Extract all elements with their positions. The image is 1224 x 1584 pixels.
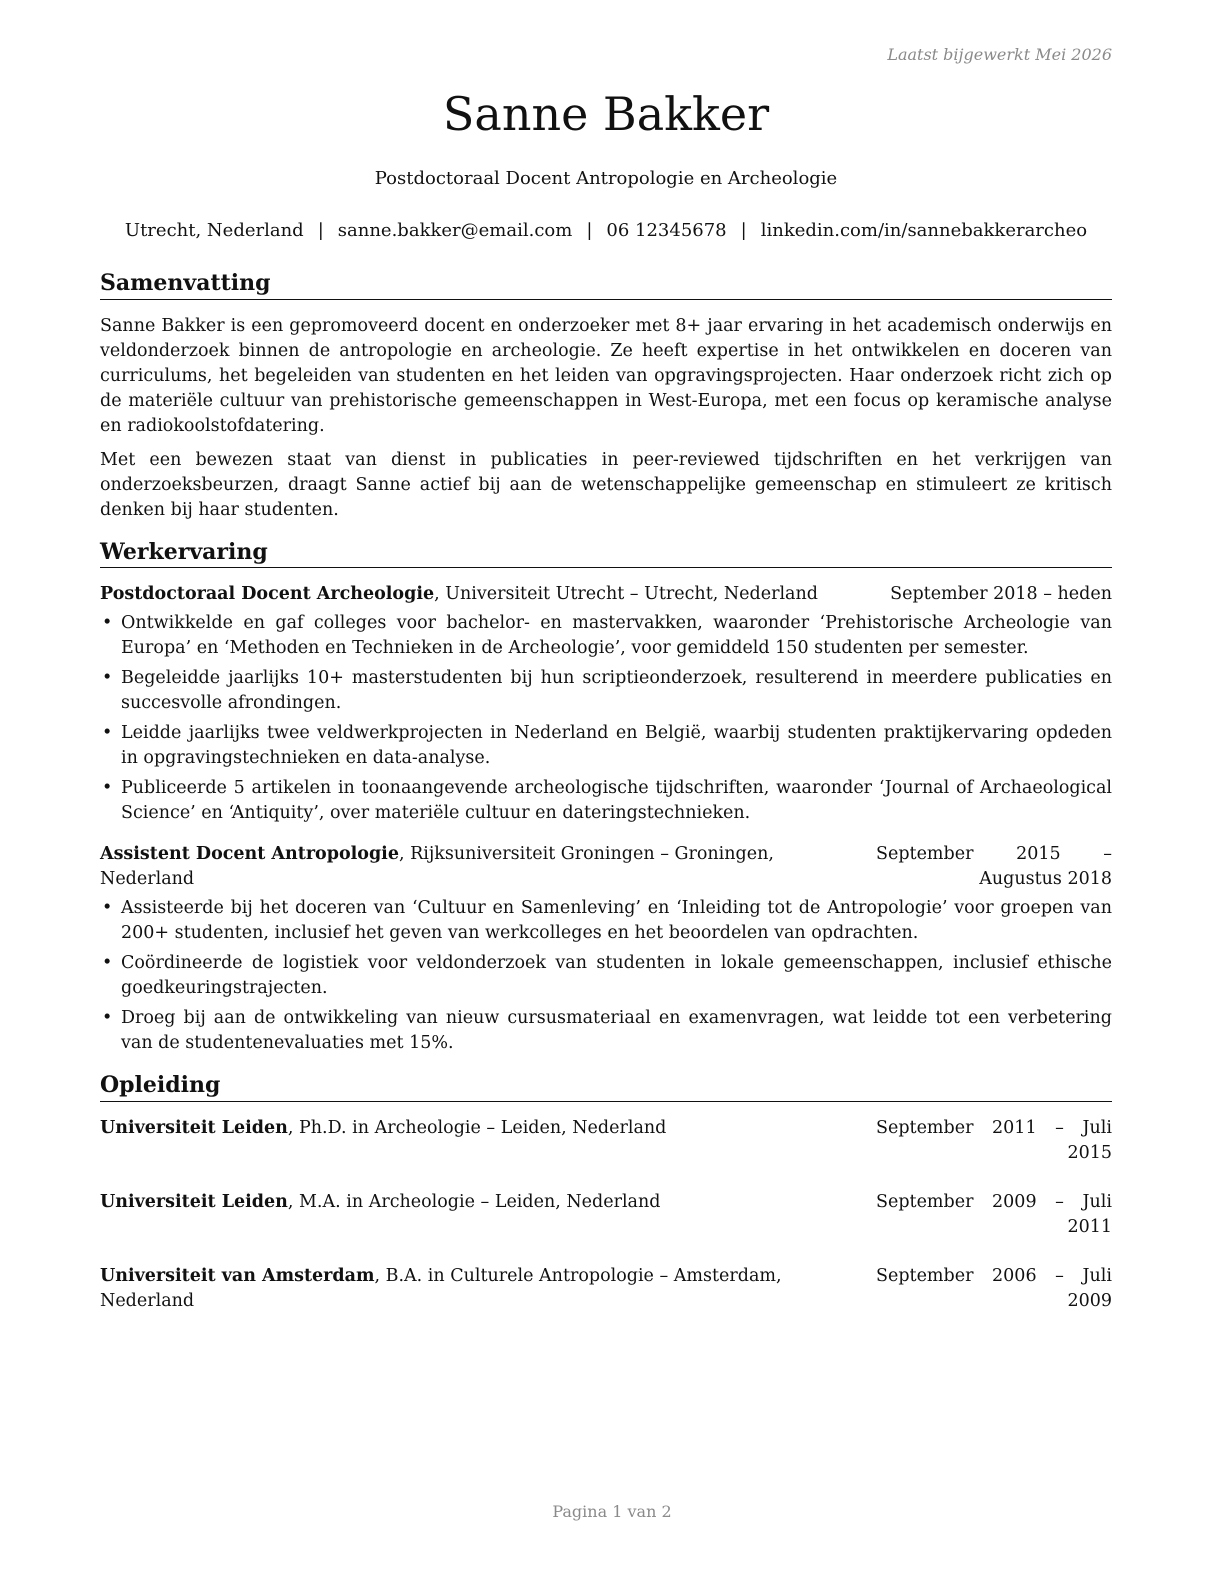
bullet-text: Ontwikkelde en gaf colleges voor bachelor- en mastervakken, waaronder ‘Prehistorische Archeologie van Europa’ en ‘Methoden en Technieken in de Archeologie’, voor gemiddeld 150 studenten per semester. <box>121 613 1112 658</box>
education-institution: Universiteit Leiden <box>100 1117 288 1138</box>
job-dates: September 2015 – Augustus 2018 <box>876 844 1112 889</box>
job-bullets <box>100 611 1112 826</box>
contact-separator: | <box>586 220 593 241</box>
contact-phone[interactable]: 06 12345678 <box>606 220 727 241</box>
bullet-icon: • <box>102 778 113 798</box>
section-heading-summary: Samenvatting <box>100 270 1112 300</box>
education-dates: September 2009 – Juli 2011 <box>876 1191 1112 1237</box>
contact-email[interactable]: sanne.bakker@email.com <box>337 220 573 241</box>
list-item <box>100 776 1112 826</box>
education-dates: September 2006 – Juli 2009 <box>876 1265 1112 1311</box>
bullet-icon: • <box>102 613 113 633</box>
job-organization: , Universiteit Utrecht – Utrecht, Nederland <box>434 584 818 604</box>
summary-section <box>100 270 1112 523</box>
experience-section <box>100 539 1112 1057</box>
job-entry <box>100 582 1112 826</box>
summary-paragraph: Met een bewezen staat van dienst in publicaties in peer-reviewed tijdschriften en het verkrijgen van onderzoeksbeurzen, draagt Sanne actief bij aan de wetenschappelijke gemeenschap en stimuleert ze kritisch denken bij haar studenten. <box>100 449 1112 520</box>
section-heading-experience: Werkervaring <box>100 539 1112 569</box>
list-item <box>100 611 1112 661</box>
education-entry <box>100 1264 1112 1314</box>
education-header <box>100 1190 1112 1240</box>
bullet-text: Assisteerde bij het doceren van ‘Cultuur en Samenleving’ en ‘Inleiding tot de Antropologie’ voor groepen van 200+ studenten, inclusief het geven van werkcolleges en het beoordelen van opdrachten. <box>121 898 1112 943</box>
education-institution: Universiteit Leiden <box>100 1191 288 1212</box>
job-entry <box>100 842 1112 1056</box>
last-updated-note: Laatst bijgewerkt Mei 2026 <box>887 45 1112 64</box>
education-header <box>100 1116 1112 1166</box>
job-dates: September 2018 – heden <box>890 584 1112 604</box>
contact-separator: | <box>317 220 324 241</box>
bullet-icon: • <box>102 723 113 743</box>
job-role: Postdoctoraal Docent Archeologie <box>100 584 435 604</box>
contact-line <box>100 220 1112 241</box>
education-dates: September 2011 – Juli 2015 <box>876 1117 1112 1163</box>
contact-linkedin[interactable]: linkedin.com/in/sannebakkerarcheo <box>760 220 1088 241</box>
list-item <box>100 666 1112 716</box>
job-header <box>100 842 1112 892</box>
contact-location: Utrecht, Nederland <box>124 220 304 241</box>
education-entry <box>100 1190 1112 1240</box>
bullet-icon: • <box>102 953 113 973</box>
bullet-text: Droeg bij aan de ontwikkeling van nieuw cursusmateriaal en examenvragen, wat leidde tot een verbetering van de studentenevaluaties met 15%. <box>121 1008 1112 1053</box>
page-number: Pagina 1 van 2 <box>552 1502 672 1521</box>
section-heading-education: Opleiding <box>100 1072 1112 1102</box>
education-header <box>100 1264 1112 1314</box>
bullet-icon: • <box>102 898 113 918</box>
job-header <box>100 582 1112 607</box>
bullet-text: Publiceerde 5 artikelen in toonaangevende archeologische tijdschriften, waaronder ‘Journal of Archaeological Science’ en ‘Antiquity’, over materiële cultuur en dateringstechnieken. <box>121 778 1112 823</box>
candidate-title: Postdoctoraal Docent Antropologie en Archeologie <box>374 168 838 189</box>
list-item <box>100 1006 1112 1056</box>
resume-content <box>100 270 1112 1338</box>
bullet-text: Coördineerde de logistiek voor veldonderzoek van studenten in lokale gemeenschappen, inclusief ethische goedkeuringstrajecten. <box>121 953 1112 998</box>
education-entry <box>100 1116 1112 1166</box>
list-item <box>100 721 1112 771</box>
job-organization: , Rijksuniversiteit Groningen – Groningen, Nederland <box>100 844 774 889</box>
list-item <box>100 896 1112 946</box>
resume-page <box>100 0 1112 1584</box>
bullet-text: Leidde jaarlijks twee veldwerkprojecten in Nederland en België, waarbij studenten praktijkervaring opdeden in opgravingstechnieken en data-analyse. <box>121 723 1112 768</box>
candidate-name: Sanne Bakker <box>442 87 770 141</box>
job-role: Assistent Docent Antropologie <box>100 844 399 864</box>
list-item <box>100 951 1112 1001</box>
education-institution: Universiteit van Amsterdam <box>100 1265 375 1286</box>
education-detail: , Ph.D. in Archeologie – Leiden, Nederland <box>287 1117 667 1138</box>
bullet-text: Begeleidde jaarlijks 10+ masterstudenten bij hun scriptieonderzoek, resulterend in meerdere publicaties en succesvolle afrondingen. <box>121 668 1112 713</box>
education-section <box>100 1072 1112 1314</box>
education-detail: , B.A. in Culturele Antropologie – Amsterdam, Nederland <box>100 1265 782 1311</box>
job-bullets <box>100 896 1112 1056</box>
bullet-icon: • <box>102 668 113 688</box>
education-detail: , M.A. in Archeologie – Leiden, Nederland <box>287 1191 661 1212</box>
contact-separator: | <box>740 220 747 241</box>
summary-paragraph: Sanne Bakker is een gepromoveerd docent en onderzoeker met 8+ jaar ervaring in het academisch onderwijs en veldonderzoek binnen de antropologie en archeologie. Ze heeft expertise in het ontwikkelen en doceren van curriculums, het begeleiden van studenten en het leiden van opgravingsprojecten. Haar onderzoek richt zich op de materiële cultuur van prehistorische gemeenschappen in West-Europa, met een focus op keramische analyse en radiokoolstofdatering. <box>100 315 1112 436</box>
bullet-icon: • <box>102 1008 113 1028</box>
